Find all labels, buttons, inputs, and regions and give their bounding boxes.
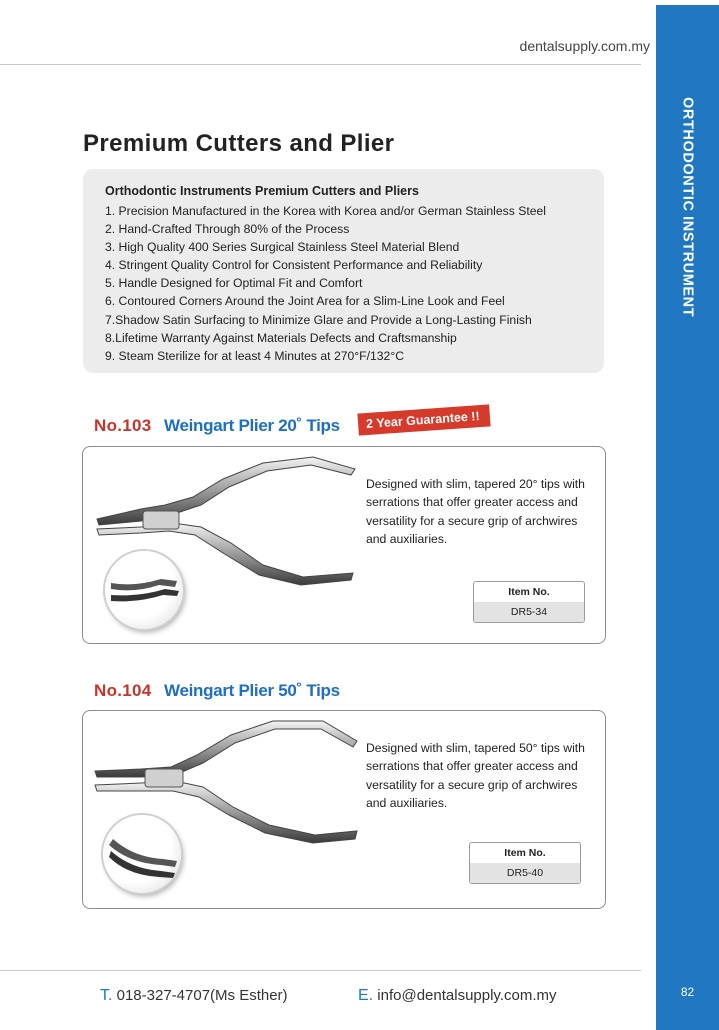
feature-item: 8.Lifetime Warranty Against Materials Defects and Craftsmanship (105, 330, 457, 345)
product-name: Weingart Plier 20˚ Tips (164, 416, 340, 435)
guarantee-badge: 2 Year Guarantee !! (357, 404, 490, 435)
phone-key: T. (100, 987, 113, 1004)
feature-item: 2. Hand-Crafted Through 80% of the Process (105, 222, 350, 237)
feature-item: 5. Handle Designed for Optimal Fit and Comfort (105, 276, 363, 291)
product-number: No.103 (94, 416, 152, 435)
tip-zoom-image (103, 815, 181, 893)
item-number-box (473, 581, 585, 623)
product-description: Designed with slim, tapered 50° tips with serrations that offer greater access and versatility for a secure grip of archwires and auxiliaries. (366, 741, 585, 810)
category-sidebar (656, 5, 719, 1030)
features-list (105, 202, 546, 365)
feature-item: 6. Contoured Corners Around the Joint Area for a Slim-Line Look and Feel (105, 294, 505, 309)
item-number-label: Item No. (508, 586, 550, 598)
product-description: Designed with slim, tapered 20° tips with serrations that offer greater access and versatility for a secure grip of archwires and auxiliaries. (366, 477, 585, 546)
product-104-header (94, 681, 340, 707)
feature-item: 9. Steam Sterilize for at least 4 Minutes at 270°F/132°C (105, 348, 405, 363)
features-panel (83, 169, 604, 373)
product-name: Weingart Plier 50˚ Tips (164, 681, 340, 700)
product-103-card (82, 446, 606, 644)
phone-number[interactable]: 018-327-4707(Ms Esther) (116, 987, 288, 1004)
product-104-card (82, 710, 606, 909)
feature-item: 1. Precision Manufactured in the Korea with Korea and/or German Stainless Steel (105, 204, 547, 218)
page-number: 82 (680, 985, 695, 999)
footer-phone[interactable] (100, 987, 288, 1005)
feature-item: 3. High Quality 400 Series Surgical Stainless Steel Material Blend (105, 240, 460, 255)
feature-item: 4. Stringent Quality Control for Consistent Performance and Reliability (105, 258, 483, 273)
top-divider (0, 64, 641, 65)
feature-item: 7.Shadow Satin Surfacing to Minimize Glare and Provide a Long-Lasting Finish (105, 312, 532, 327)
category-title: ORTHODONTIC INSTRUMENT (679, 97, 696, 318)
email-address[interactable]: info@dentalsupply.com.my (377, 987, 557, 1004)
page-title: Premium Cutters and Plier (83, 130, 395, 157)
tip-zoom-image (105, 551, 183, 629)
footer-email[interactable] (358, 987, 557, 1005)
site-url[interactable]: dentalsupply.com.my (519, 38, 650, 54)
item-number-box (469, 842, 581, 884)
item-number-value: DR5-34 (474, 602, 584, 622)
item-number-value: DR5-40 (470, 863, 580, 883)
item-number-label: Item No. (504, 847, 546, 859)
product-number: No.104 (94, 681, 152, 700)
bottom-divider (0, 970, 641, 971)
product-103-header (94, 416, 340, 442)
features-heading: Orthodontic Instruments Premium Cutters and Pliers (105, 184, 419, 198)
email-key: E. (358, 987, 374, 1004)
